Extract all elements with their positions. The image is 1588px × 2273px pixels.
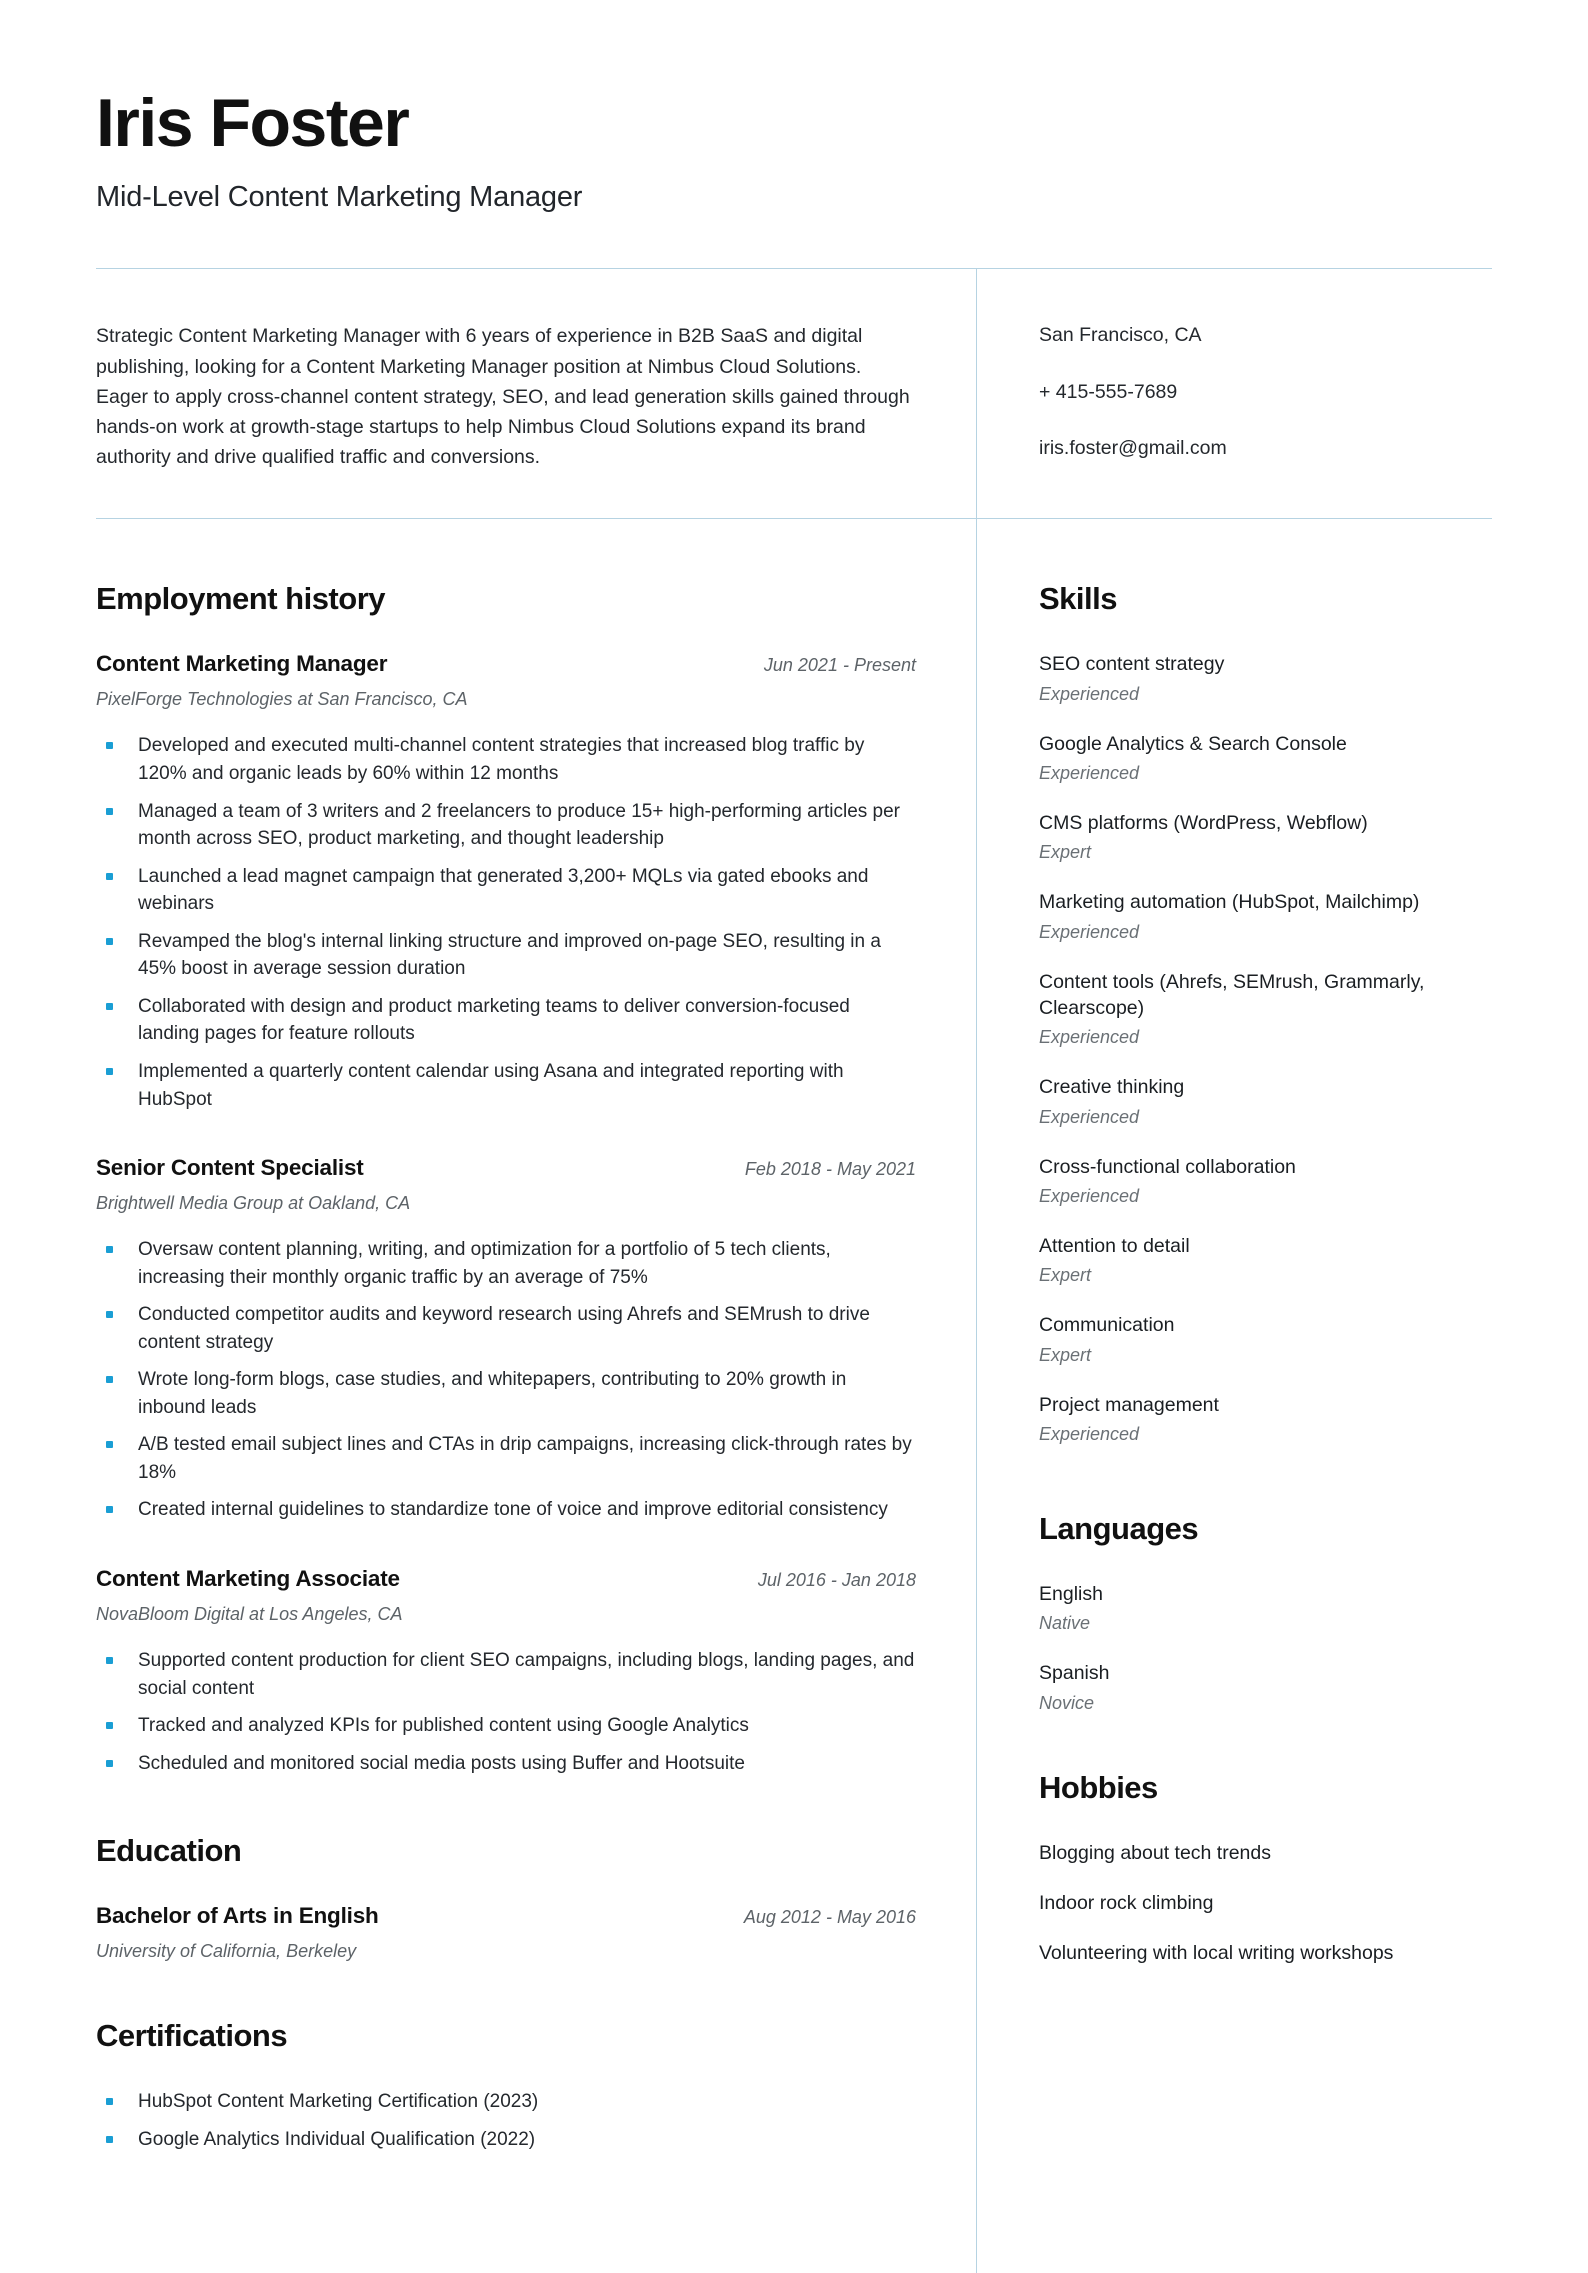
bullet-dot-icon <box>106 1441 113 1448</box>
skill-item-name: Communication <box>1039 1314 1175 1337</box>
resume-header <box>0 0 1588 214</box>
bullet-dot-icon <box>106 938 113 945</box>
bullet-item <box>96 1431 916 1486</box>
bullet-dot-icon <box>106 1376 113 1383</box>
bullet-text: Supported content production for client SEO campaigns, including blogs, landing pages, and social content <box>138 1649 915 1699</box>
skill-item-level: Experienced <box>1039 763 1140 784</box>
language-item-name: Spanish <box>1039 1662 1110 1685</box>
skill-item-name: Attention to detail <box>1039 1234 1190 1257</box>
bullet-text: A/B tested email subject lines and CTAs in drip campaigns, increasing click-through rates by 18% <box>138 1434 912 1483</box>
skill-item-name: SEO content strategy <box>1039 653 1225 676</box>
skill-item <box>1039 731 1492 784</box>
bullet-dot-icon <box>106 808 113 815</box>
skill-item <box>1039 1392 1492 1445</box>
language-item-name: English <box>1039 1582 1103 1605</box>
bullet-text: Implemented a quarterly content calendar using Asana and integrated reporting with HubSpot <box>138 1060 844 1110</box>
skill-item-name: Content tools (Ahrefs, SEMrush, Grammarly, Clearscope) <box>1039 970 1425 1020</box>
skill-item <box>1039 1312 1492 1365</box>
bullet-item <box>96 993 916 1048</box>
hobbies-heading: Hobbies <box>1039 1769 1158 1805</box>
language-item <box>1039 1581 1492 1634</box>
skill-item-level: Experienced <box>1039 1027 1140 1048</box>
skill-item-level: Expert <box>1039 1265 1092 1286</box>
bullet-dot-icon <box>106 1068 113 1075</box>
bullet-dot-icon <box>106 2098 113 2105</box>
entry-header <box>96 1155 916 1181</box>
skills-heading: Skills <box>1039 581 1117 617</box>
skills-section <box>1039 581 1492 1444</box>
education-entry <box>96 1903 916 1962</box>
certification-item <box>96 2126 916 2154</box>
language-item <box>1039 1660 1492 1713</box>
bullet-text: Oversaw content planning, writing, and optimization for a portfolio of 5 tech clients, increasing their monthly organic traffic by an average of 75% <box>138 1239 831 1288</box>
job-date-range: Feb 2018 - May 2021 <box>744 1159 916 1180</box>
bullet-dot-icon <box>106 1722 113 1729</box>
hobby-item: Volunteering with local writing workshops <box>1039 1942 1394 1965</box>
skill-item-level: Experienced <box>1039 1106 1140 1127</box>
skill-item-level: Experienced <box>1039 1423 1140 1444</box>
skill-item <box>1039 810 1492 863</box>
bullet-item <box>96 1647 916 1702</box>
skill-item-name: CMS platforms (WordPress, Webflow) <box>1039 812 1368 835</box>
skill-item-name: Cross-functional collaboration <box>1039 1155 1296 1178</box>
skill-item-level: Experienced <box>1039 683 1140 704</box>
bullet-text: Scheduled and monitored social media posts using Buffer and Hootsuite <box>138 1752 745 1774</box>
bullet-dot-icon <box>106 1246 113 1253</box>
languages-section <box>1039 1511 1492 1714</box>
job-date-range: Jul 2016 - Jan 2018 <box>757 1569 916 1590</box>
job-role: Content Marketing Associate <box>96 1565 400 1591</box>
bullet-text: Launched a lead magnet campaign that generated 3,200+ MQLs via gated ebooks and webinars <box>138 865 869 915</box>
bullet-item <box>96 1496 916 1524</box>
bullet-text: Created internal guidelines to standardize tone of voice and improve editorial consistency <box>138 1499 888 1521</box>
bullet-text: Developed and executed multi-channel content strategies that increased blog traffic by 120% and organic leads by 60% within 12 months <box>138 735 865 785</box>
entry-header <box>96 1903 916 1929</box>
skill-item <box>1039 651 1492 704</box>
skill-item <box>1039 1074 1492 1127</box>
professional-summary: Strategic Content Marketing Manager with 6 years of experience in B2B SaaS and digital publishing, looking for a Content Marketing Manager position at Nimbus Cloud Solutions. Eager to apply cross-channel content strategy, SEO, and lead generation skills gained through hands-on work at growth-stage startups to help Nimbus Cloud Solutions expand its brand authority and drive qualified traffic and conversions. <box>96 325 910 469</box>
bullet-item <box>96 798 916 853</box>
school-name: University of California, Berkeley <box>96 1941 357 1962</box>
certification-text: Google Analytics Individual Qualification (2022) <box>138 2128 536 2150</box>
sidebar-column <box>977 519 1492 2273</box>
skill-item-name: Marketing automation (HubSpot, Mailchimp) <box>1039 891 1420 914</box>
languages-heading: Languages <box>1039 1510 1199 1546</box>
skill-item <box>1039 969 1492 1049</box>
contact-email[interactable]: iris.foster@gmail.com <box>1039 436 1227 459</box>
bullet-item <box>96 1750 916 1778</box>
contact-column <box>977 269 1492 518</box>
candidate-name: Iris Foster <box>96 85 409 161</box>
certifications-section <box>96 2018 916 2153</box>
job-date-range: Jun 2021 - Present <box>763 655 916 676</box>
hobby-item: Blogging about tech trends <box>1039 1841 1272 1864</box>
degree-name: Bachelor of Arts in English <box>96 1903 379 1929</box>
bullet-item <box>96 1301 916 1356</box>
bullet-item <box>96 1058 916 1113</box>
language-item-level: Novice <box>1039 1692 1095 1713</box>
bullet-item <box>96 928 916 983</box>
education-section <box>96 1833 916 1962</box>
bullet-dot-icon <box>106 1657 113 1664</box>
bullet-text: Conducted competitor audits and keyword research using Ahrefs and SEMrush to drive content strategy <box>138 1304 870 1353</box>
certification-item <box>96 2088 916 2116</box>
skill-item-name: Project management <box>1039 1393 1219 1416</box>
employment-section <box>96 581 916 1777</box>
certifications-heading: Certifications <box>96 2018 288 2054</box>
hobbies-section <box>1039 1770 1492 1967</box>
employment-entry <box>96 1155 916 1524</box>
bullet-dot-icon <box>106 1311 113 1318</box>
bullet-dot-icon <box>106 1506 113 1513</box>
bullet-text: Managed a team of 3 writers and 2 freelancers to produce 15+ high-performing articles per month across SEO, product marketing, and thought leadership <box>138 800 900 850</box>
skill-item-level: Experienced <box>1039 921 1140 942</box>
employment-entry <box>96 651 916 1113</box>
job-employer: NovaBloom Digital at Los Angeles, CA <box>96 1603 403 1624</box>
job-employer: Brightwell Media Group at Oakland, CA <box>96 1193 411 1214</box>
candidate-job-title: Mid-Level Content Marketing Manager <box>96 181 583 214</box>
hobby-item: Indoor rock climbing <box>1039 1891 1214 1914</box>
entry-header <box>96 651 916 677</box>
resume-body <box>0 519 1588 2273</box>
employment-heading: Employment history <box>96 581 385 617</box>
bullet-text: Wrote long-form blogs, case studies, and whitepapers, contributing to 20% growth in inbound leads <box>138 1369 847 1418</box>
skill-item <box>1039 1154 1492 1207</box>
skill-item <box>1039 889 1492 942</box>
skill-item <box>1039 1233 1492 1286</box>
job-role: Content Marketing Manager <box>96 651 388 677</box>
language-item-level: Native <box>1039 1613 1091 1634</box>
bullet-item <box>96 1236 916 1291</box>
skill-item-name: Google Analytics & Search Console <box>1039 732 1347 755</box>
summary-column <box>96 269 976 518</box>
bullet-dot-icon <box>106 1003 113 1010</box>
bullet-dot-icon <box>106 1760 113 1767</box>
bullet-dot-icon <box>106 742 113 749</box>
bullet-item <box>96 1712 916 1740</box>
job-employer: PixelForge Technologies at San Francisco, CA <box>96 689 468 710</box>
summary-section <box>0 269 1588 518</box>
bullet-dot-icon <box>106 873 113 880</box>
contact-location: San Francisco, CA <box>1039 324 1202 347</box>
bullet-text: Tracked and analyzed KPIs for published content using Google Analytics <box>138 1715 749 1737</box>
main-column <box>96 519 976 2273</box>
skill-item-level: Expert <box>1039 842 1092 863</box>
education-heading: Education <box>96 1833 242 1869</box>
employment-entry <box>96 1566 916 1777</box>
contact-phone: + 415-555-7689 <box>1039 380 1178 403</box>
bullet-item <box>96 863 916 918</box>
bullet-item <box>96 1366 916 1421</box>
certifications-list <box>96 2088 916 2153</box>
bullet-text: Revamped the blog's internal linking structure and improved on-page SEO, resulting in a 45% boost in average session duration <box>138 930 881 980</box>
bullet-dot-icon <box>106 2136 113 2143</box>
education-date-range: Aug 2012 - May 2016 <box>743 1907 916 1928</box>
skill-item-level: Experienced <box>1039 1185 1140 1206</box>
skill-item-level: Expert <box>1039 1344 1092 1365</box>
job-role: Senior Content Specialist <box>96 1155 364 1181</box>
bullet-item <box>96 732 916 787</box>
certification-text: HubSpot Content Marketing Certification (2023) <box>138 2091 539 2113</box>
bullet-text: Collaborated with design and product marketing teams to deliver conversion-focused landing pages for feature rollouts <box>138 995 850 1045</box>
skill-item-name: Creative thinking <box>1039 1076 1185 1099</box>
entry-header <box>96 1566 916 1592</box>
